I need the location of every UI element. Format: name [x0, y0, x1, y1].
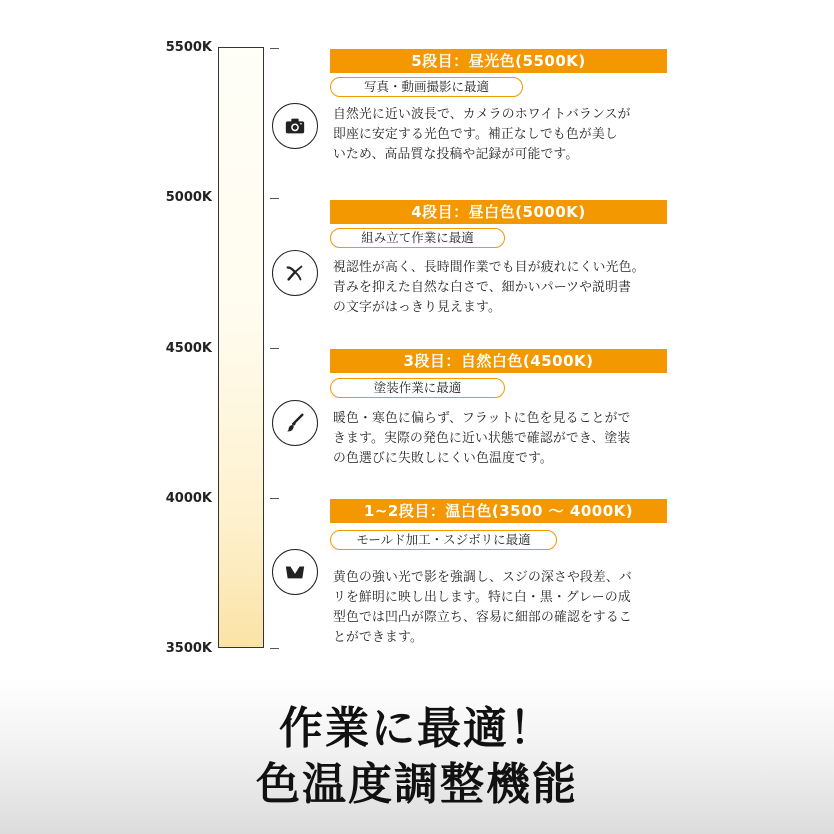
description-line: 即座に安定する光色です。補正なしでも色が美し — [333, 127, 618, 142]
description-line: きます。実際の発色に近い状態で確認ができ、塗装 — [333, 431, 631, 446]
scale-tick-label: 4500K — [165, 341, 212, 356]
scale-tick-label: 5000K — [165, 190, 212, 205]
level-3-description — [333, 409, 677, 469]
description-line: の文字がはっきり見えます。 — [333, 300, 501, 315]
scale-tick-mark — [270, 348, 279, 349]
level-4-header: 4段目：昼白色(5000K) — [330, 200, 667, 224]
level-5-header: 5段目：昼光色(5500K) — [330, 49, 667, 73]
scale-tick-mark — [270, 648, 279, 649]
description-line: 自然光に近い波長で、カメラのホワイトバランスが — [333, 107, 631, 122]
level-5-usage-badge: 写真・動画撮影に最適 — [330, 77, 523, 97]
description-line: とができます。 — [333, 630, 423, 645]
tagline-line-2: 色温度調整機能 — [256, 759, 578, 810]
description-line: いため、高品質な投稿や記録が可能です。 — [333, 147, 579, 162]
scale-tick-mark — [270, 198, 279, 199]
level-5-description — [333, 105, 677, 165]
scale-tick-mark — [270, 498, 279, 499]
scale-tick-label: 4000K — [165, 491, 212, 506]
scale-tick-label: 3500K — [165, 641, 212, 656]
level-1-2-description — [333, 568, 677, 648]
pliers-icon — [272, 250, 318, 296]
paintbrush-icon — [272, 400, 318, 446]
level-1-2-header: 1~2段目：温白色(3500 ～ 4000K) — [330, 499, 667, 523]
level-4-description — [333, 258, 677, 318]
description-line: の色選びに失敗しにくい色温度です。 — [333, 451, 553, 466]
level-3-header: 3段目：自然白色(4500K) — [330, 349, 667, 373]
camera-icon — [272, 103, 318, 149]
description-line: 黄色の強い光で影を強調し、スジの深さや段差、バ — [333, 570, 632, 585]
description-line: 青みを抑えた自然な白さで、細かいパーツや説明書 — [333, 280, 632, 295]
description-line: 視認性が高く、長時間作業でも目が疲れにくい光色。 — [333, 260, 645, 275]
mold-icon — [272, 549, 318, 595]
color-temperature-scale-bar — [218, 47, 264, 648]
description-line: リを鮮明に映し出します。特に白・黒・グレーの成 — [333, 590, 631, 605]
description-line: 暖色・寒色に偏らず、フラットに色を見ることがで — [333, 411, 631, 426]
scale-tick-mark — [270, 48, 279, 49]
description-line: 型色では凹凸が際立ち、容易に細部の確認をするこ — [333, 610, 632, 625]
tagline-line-1: 作業に最適！ — [279, 703, 555, 754]
level-4-usage-badge: 組み立て作業に最適 — [330, 228, 505, 248]
level-3-usage-badge: 塗装作業に最適 — [330, 378, 505, 398]
level-1-2-usage-badge: モールド加工・スジボリに最適 — [330, 530, 557, 550]
scale-tick-label: 5500K — [165, 40, 212, 55]
